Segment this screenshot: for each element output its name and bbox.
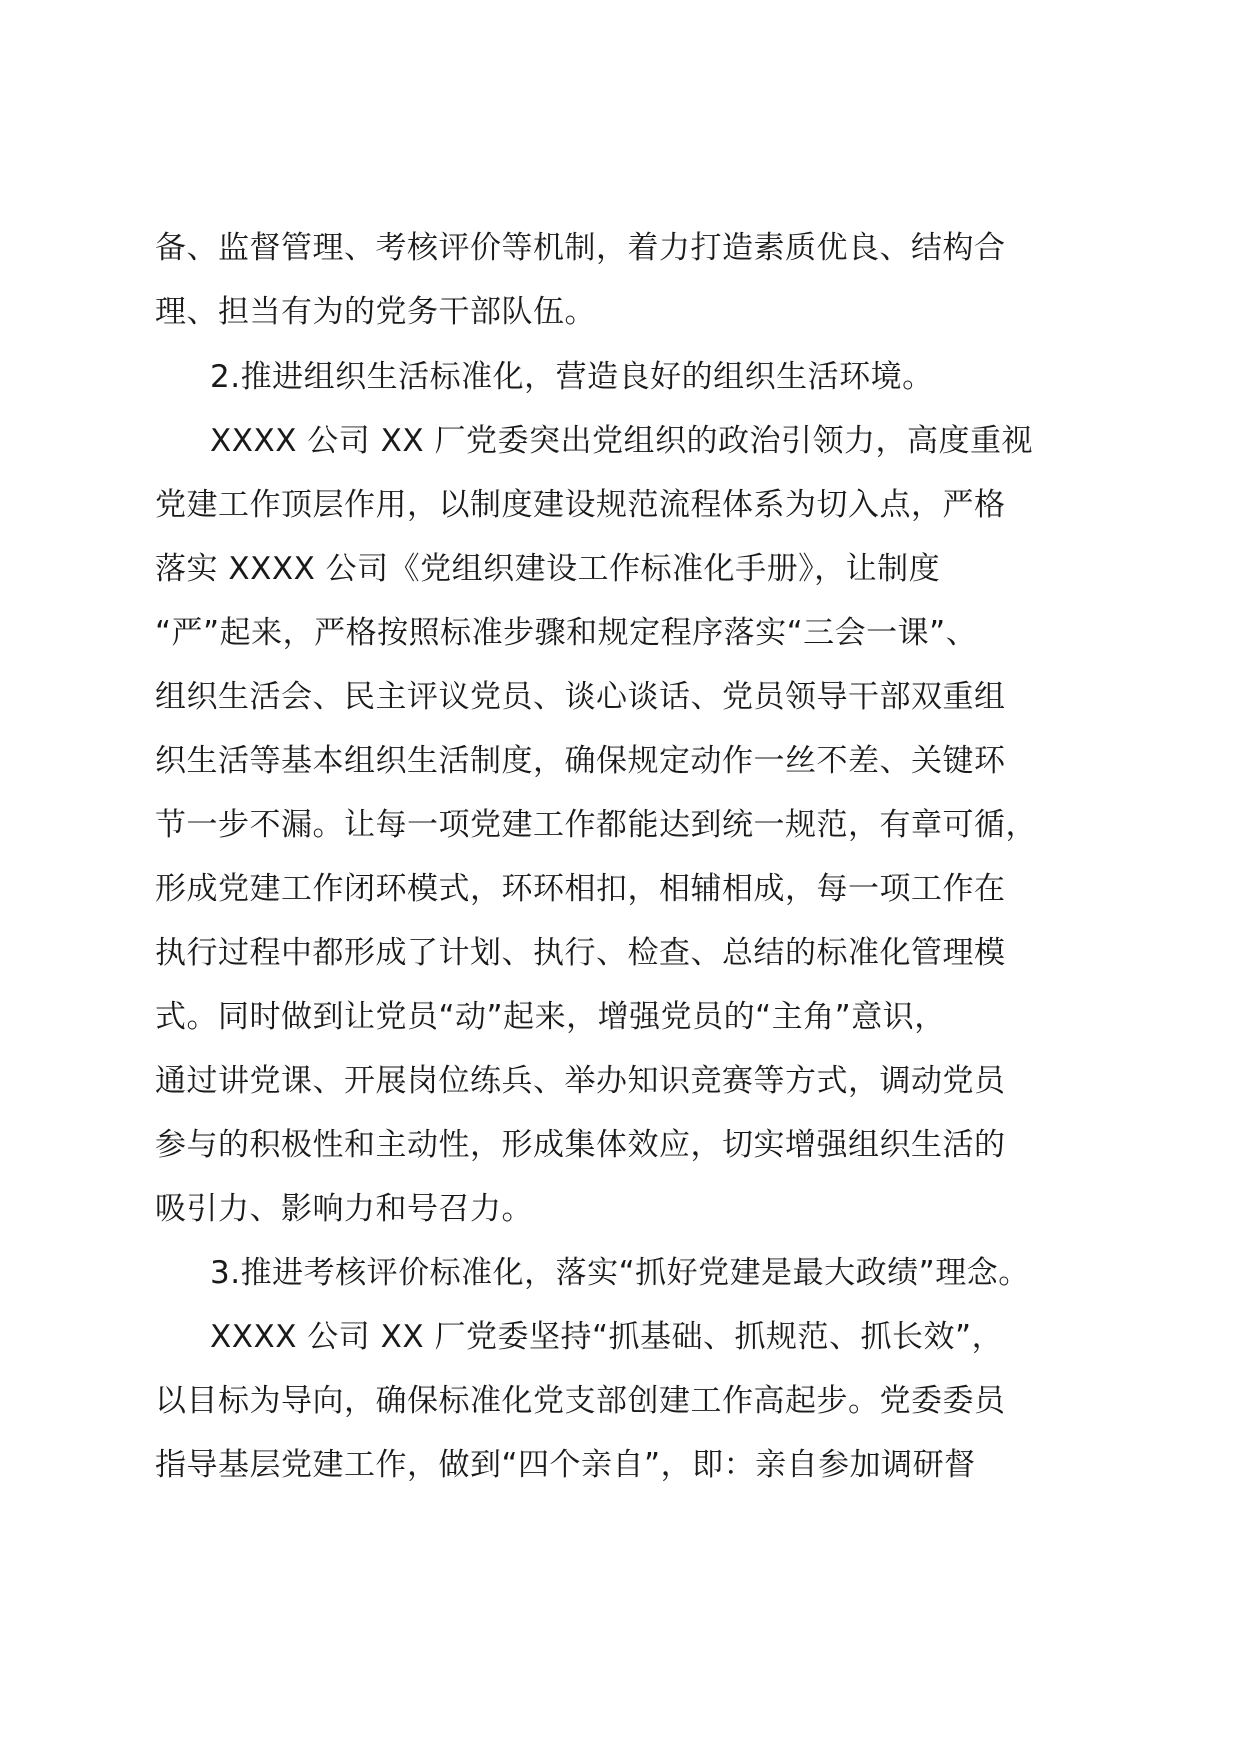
text-line: 参与的积极性和主动性，形成集体效应，切实增强组织生活的 [155, 1127, 1006, 1163]
text-line: XXXX 公司 XX 厂党委坚持“抓基础、抓规范、抓长效”， [210, 1319, 1004, 1355]
text-line: 指导基层党建工作，做到“四个亲自”，即：亲自参加调研督 [155, 1447, 976, 1483]
text-line: 组织生活会、民主评议党员、谈心谈话、党员领导干部双重组 [155, 679, 1006, 715]
text-line: 织生活等基本组织生活制度，确保规定动作一丝不差、关键环 [155, 743, 1006, 779]
section-heading: 3.推进考核评价标准化，落实“抓好党建是最大政绩”理念。 [210, 1255, 1030, 1291]
text-line: 执行过程中都形成了计划、执行、检查、总结的标准化管理模 [155, 935, 1006, 971]
text-line: 节一步不漏。让每一项党建工作都能达到统一规范，有章可循， [155, 807, 1037, 843]
section-heading: 2.推进组织生活标准化，营造良好的组织生活环境。 [210, 359, 934, 395]
text-line: 以目标为导向，确保标准化党支部创建工作高起步。党委委员 [155, 1383, 1006, 1419]
text-line: 理、担当有为的党务干部队伍。 [155, 294, 596, 330]
text-line: “严”起来，严格按照标准步骤和规定程序落实“三会一课”、 [155, 615, 978, 651]
text-line: 党建工作顶层作用，以制度建设规范流程体系为切入点，严格 [155, 487, 1006, 523]
text-line: 式。同时做到让党员“动”起来，增强党员的“主角”意识， [155, 999, 946, 1035]
text-line: 形成党建工作闭环模式，环环相扣，相辅相成，每一项工作在 [155, 871, 1006, 907]
text-line: XXXX 公司 XX 厂党委突出党组织的政治引领力，高度重视 [210, 423, 1033, 459]
text-line: 吸引力、影响力和号召力。 [155, 1191, 533, 1227]
text-line: 备、监督管理、考核评价等机制，着力打造素质优良、结构合 [155, 230, 1006, 266]
text-line: 通过讲党课、开展岗位练兵、举办知识竞赛等方式，调动党员 [155, 1063, 1006, 1099]
text-line: 落实 XXXX 公司《党组织建设工作标准化手册》，让制度 [155, 551, 941, 587]
